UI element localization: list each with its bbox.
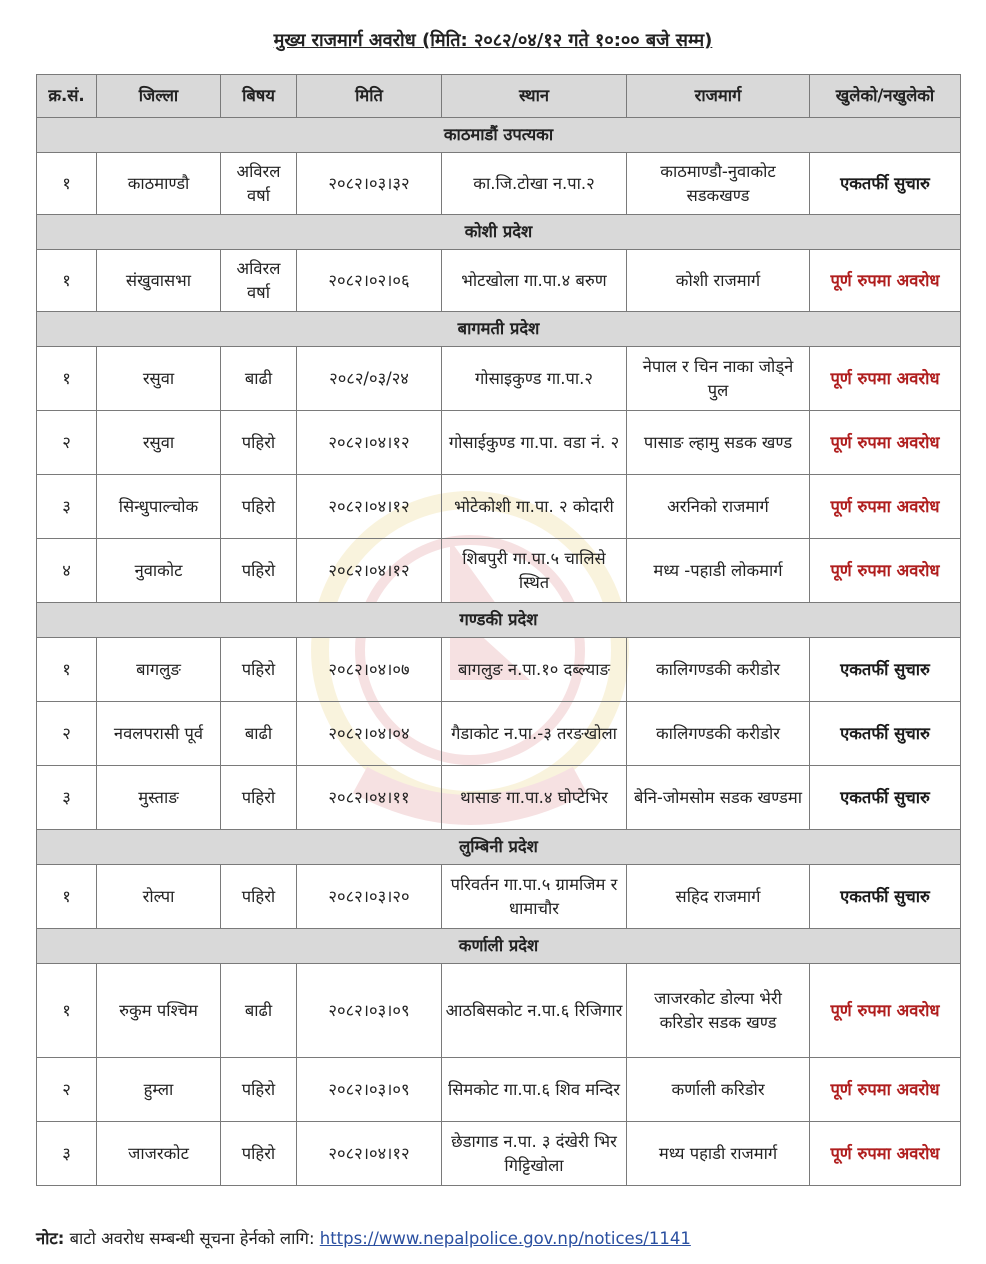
cell-status: पूर्ण रुपमा अवरोध	[810, 347, 961, 411]
section-row	[37, 603, 961, 638]
cell-subject: अविरल वर्षा	[221, 250, 297, 312]
cell-highway: पासाङ ल्हामु सडक खण्ड	[627, 411, 810, 475]
cell-place: भोटेकोशी गा.पा. २ कोदारी	[442, 475, 627, 539]
col-header-sn: क्र.सं.	[37, 75, 97, 118]
cell-district: रोल्पा	[97, 865, 221, 929]
table-row	[37, 702, 961, 766]
cell-highway: बेनि-जोमसोम सडक खण्डमा	[627, 766, 810, 830]
cell-place: बागलुङ न.पा.१० दब्ल्याङ	[442, 638, 627, 702]
cell-district: हुम्ला	[97, 1058, 221, 1122]
cell-place: छेडागाड न.पा. ३ दंखेरी भिर गिट्टिखोला	[442, 1122, 627, 1186]
table-row	[37, 347, 961, 411]
cell-district: संखुवासभा	[97, 250, 221, 312]
col-header-status: खुलेको/नखुलेको	[810, 75, 961, 118]
section-row	[37, 215, 961, 250]
cell-status: पूर्ण रुपमा अवरोध	[810, 411, 961, 475]
cell-place: गोसाइकुण्ड गा.पा.२	[442, 347, 627, 411]
cell-sn: २	[37, 411, 97, 475]
table-row	[37, 638, 961, 702]
cell-date: २०८२।०३।०९	[297, 1058, 442, 1122]
cell-date: २०८२।०४।१२	[297, 475, 442, 539]
cell-district: सिन्धुपाल्चोक	[97, 475, 221, 539]
cell-place: भोटखोला गा.पा.४ बरुण	[442, 250, 627, 312]
section-title: कर्णाली प्रदेश	[37, 929, 961, 964]
cell-status: पूर्ण रुपमा अवरोध	[810, 1058, 961, 1122]
cell-subject: अविरल वर्षा	[221, 153, 297, 215]
table-row	[37, 865, 961, 929]
table-row	[37, 1058, 961, 1122]
cell-sn: १	[37, 638, 97, 702]
cell-subject: पहिरो	[221, 638, 297, 702]
cell-status: पूर्ण रुपमा अवरोध	[810, 1122, 961, 1186]
cell-sn: १	[37, 964, 97, 1058]
table-header-row	[37, 75, 961, 118]
cell-date: २०८२।०३।३२	[297, 153, 442, 215]
cell-sn: ३	[37, 1122, 97, 1186]
cell-status: पूर्ण रुपमा अवरोध	[810, 475, 961, 539]
cell-subject: पहिरो	[221, 1058, 297, 1122]
section-row	[37, 929, 961, 964]
cell-highway: कालिगण्डकी करीडोर	[627, 638, 810, 702]
cell-district: जाजरकोट	[97, 1122, 221, 1186]
col-header-place: स्थान	[442, 75, 627, 118]
table-row	[37, 250, 961, 312]
cell-status: एकतर्फी सुचारु	[810, 153, 961, 215]
cell-sn: १	[37, 153, 97, 215]
cell-subject: बाढी	[221, 964, 297, 1058]
section-title: गण्डकी प्रदेश	[37, 603, 961, 638]
page-title: मुख्य राजमार्ग अवरोध (मिति: २०८२/०४/१२ गते १०:०० बजे सम्म)	[273, 30, 713, 51]
cell-date: २०८२।०४।१२	[297, 1122, 442, 1186]
cell-date: २०८२।०२।०६	[297, 250, 442, 312]
cell-date: २०८२/०३/२४	[297, 347, 442, 411]
cell-place: गोसाईकुण्ड गा.पा. वडा नं. २	[442, 411, 627, 475]
col-header-district: जिल्ला	[97, 75, 221, 118]
section-row	[37, 312, 961, 347]
cell-status: एकतर्फी सुचारु	[810, 865, 961, 929]
cell-date: २०८२।०४।१२	[297, 411, 442, 475]
footer-note	[36, 1226, 691, 1249]
cell-place: सिमकोट गा.पा.६ शिव मन्दिर	[442, 1058, 627, 1122]
cell-sn: १	[37, 250, 97, 312]
cell-date: २०८२।०३।२०	[297, 865, 442, 929]
cell-sn: १	[37, 347, 97, 411]
cell-district: मुस्ताङ	[97, 766, 221, 830]
cell-status: एकतर्फी सुचारु	[810, 702, 961, 766]
cell-district: बागलुङ	[97, 638, 221, 702]
section-row	[37, 118, 961, 153]
cell-highway: नेपाल र चिन नाका जोड्ने पुल	[627, 347, 810, 411]
cell-subject: बाढी	[221, 347, 297, 411]
cell-highway: सहिद राजमार्ग	[627, 865, 810, 929]
cell-place: का.जि.टोखा न.पा.२	[442, 153, 627, 215]
cell-highway: कोशी राजमार्ग	[627, 250, 810, 312]
table-row	[37, 153, 961, 215]
cell-status: पूर्ण रुपमा अवरोध	[810, 964, 961, 1058]
col-header-highway: राजमार्ग	[627, 75, 810, 118]
cell-date: २०८२।०४।०७	[297, 638, 442, 702]
cell-place: आठबिसकोट न.पा.६ रिजिगार	[442, 964, 627, 1058]
cell-highway: काठमाण्डौ-नुवाकोट सडकखण्ड	[627, 153, 810, 215]
cell-place: थासाङ गा.पा.४ घोप्टेभिर	[442, 766, 627, 830]
cell-place: शिबपुरी गा.पा.५ चालिसे स्थित	[442, 539, 627, 603]
cell-sn: १	[37, 865, 97, 929]
cell-subject: पहिरो	[221, 475, 297, 539]
cell-sn: ३	[37, 475, 97, 539]
cell-highway: अरनिको राजमार्ग	[627, 475, 810, 539]
notice-link[interactable]: https://www.nepalpolice.gov.np/notices/1141	[319, 1229, 691, 1248]
section-title: काठमाडौं उपत्यका	[37, 118, 961, 153]
table-row	[37, 411, 961, 475]
table-row	[37, 964, 961, 1058]
cell-subject: पहिरो	[221, 766, 297, 830]
cell-highway: कालिगण्डकी करीडोर	[627, 702, 810, 766]
col-header-subject: बिषय	[221, 75, 297, 118]
cell-date: २०८२।०४।०४	[297, 702, 442, 766]
cell-highway: मध्य पहाडी राजमार्ग	[627, 1122, 810, 1186]
cell-status: एकतर्फी सुचारु	[810, 766, 961, 830]
cell-district: नुवाकोट	[97, 539, 221, 603]
cell-subject: पहिरो	[221, 539, 297, 603]
cell-date: २०८२।०३।०९	[297, 964, 442, 1058]
cell-status: एकतर्फी सुचारु	[810, 638, 961, 702]
cell-sn: ३	[37, 766, 97, 830]
table-row	[37, 1122, 961, 1186]
cell-highway: मध्य -पहाडी लोकमार्ग	[627, 539, 810, 603]
section-title: लुम्बिनी प्रदेश	[37, 830, 961, 865]
cell-subject: पहिरो	[221, 865, 297, 929]
cell-district: रसुवा	[97, 347, 221, 411]
section-title: कोशी प्रदेश	[37, 215, 961, 250]
cell-subject: पहिरो	[221, 1122, 297, 1186]
cell-status: पूर्ण रुपमा अवरोध	[810, 539, 961, 603]
section-title: बागमती प्रदेश	[37, 312, 961, 347]
cell-highway: जाजरकोट डोल्पा भेरी करिडोर सडक खण्ड	[627, 964, 810, 1058]
cell-district: नवलपरासी पूर्व	[97, 702, 221, 766]
cell-district: रसुवा	[97, 411, 221, 475]
road-blockage-table	[36, 74, 961, 1186]
cell-sn: २	[37, 1058, 97, 1122]
cell-place: परिवर्तन गा.पा.५ ग्रामजिम र धामाचौर	[442, 865, 627, 929]
section-row	[37, 830, 961, 865]
cell-place: गैडाकोट न.पा.-३ तरङखोला	[442, 702, 627, 766]
table-row	[37, 475, 961, 539]
cell-date: २०८२।०४।११	[297, 766, 442, 830]
note-label: नोट:	[36, 1229, 65, 1248]
cell-status: पूर्ण रुपमा अवरोध	[810, 250, 961, 312]
cell-sn: २	[37, 702, 97, 766]
note-text: बाटो अवरोध सम्बन्धी सूचना हेर्नको लागि:	[64, 1229, 320, 1248]
table-row	[37, 766, 961, 830]
cell-district: काठमाण्डौ	[97, 153, 221, 215]
col-header-date: मिति	[297, 75, 442, 118]
cell-district: रुकुम पश्चिम	[97, 964, 221, 1058]
cell-subject: बाढी	[221, 702, 297, 766]
cell-date: २०८२।०४।१२	[297, 539, 442, 603]
cell-subject: पहिरो	[221, 411, 297, 475]
cell-highway: कर्णाली करिडोर	[627, 1058, 810, 1122]
cell-sn: ४	[37, 539, 97, 603]
table-row	[37, 539, 961, 603]
